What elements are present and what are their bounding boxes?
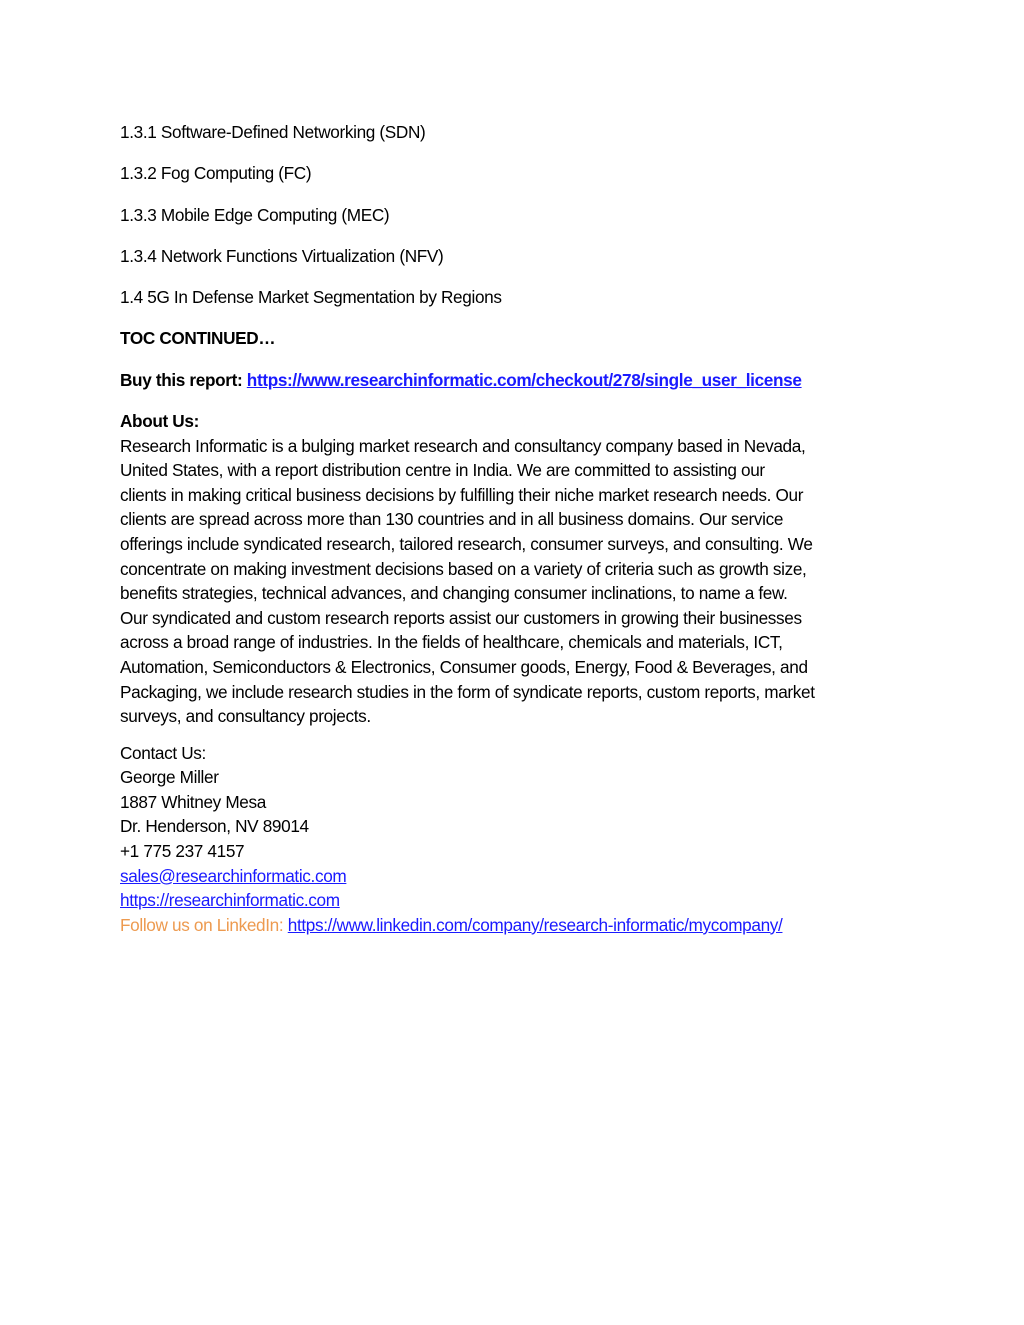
toc-item: 1.4 5G In Defense Market Segmentation by Regions [120,287,502,308]
buy-report-line [120,368,910,409]
contact-phone: +1 775 237 4157 [120,841,245,862]
about-line: surveys, and consultancy projects. [120,706,371,727]
contact-name: George Miller [120,767,219,788]
about-line: across a broad range of industries. In the fields of healthcare, chemicals and materials, ICT, [120,632,783,653]
about-line: offerings include syndicated research, tailored research, consumer surveys, and consulting. We [120,533,813,554]
document-page [120,120,910,937]
about-us-heading: About Us: [120,411,199,432]
toc-item: 1.3.4 Network Functions Virtualization (NFV) [120,245,444,266]
about-line: United States, with a report distribution centre in India. We are committed to assisting our [120,460,765,481]
about-line: concentrate on making investment decisions based on a variety of criteria such as growth size, [120,558,807,579]
about-line: Research Informatic is a bulging market research and consultancy company based in Nevada, [120,435,806,456]
toc-list [120,120,910,368]
toc-item: 1.3.3 Mobile Edge Computing (MEC) [120,204,390,225]
about-line: Packaging, we include research studies in the form of syndicate reports, custom reports, market [120,681,815,702]
contact-email-link[interactable]: sales@researchinformatic.com [120,865,347,886]
contact-address-line2: Dr. Henderson, NV 89014 [120,816,309,837]
about-line: Our syndicated and custom research reports assist our customers in growing their businesses [120,607,802,628]
about-line: benefits strategies, technical advances, and changing consumer inclinations, to name a few. [120,583,788,604]
linkedin-link[interactable]: https://www.linkedin.com/company/research-informatic/mycompany/ [287,914,783,935]
linkedin-label: Follow us on LinkedIn: [120,914,288,935]
toc-item: 1.3.2 Fog Computing (FC) [120,163,312,184]
contact-address-line1: 1887 Whitney Mesa [120,791,266,812]
contact-heading: Contact Us: [120,742,206,763]
buy-report-link[interactable]: https://www.researchinformatic.com/checkout/278/single_user_license [246,369,802,390]
about-us-paragraph [120,434,910,729]
toc-item: 1.3.1 Software-Defined Networking (SDN) [120,122,426,142]
about-line: Automation, Semiconductors & Electronics, Consumer goods, Energy, Food & Beverages, and [120,656,808,677]
about-line: clients in making critical business decisions by fulfilling their niche market research needs. Our [120,484,804,505]
about-line: clients are spread across more than 130 countries and in all business domains. Our service [120,509,784,530]
contact-block [120,741,910,938]
contact-website-link[interactable]: https://researchinformatic.com [120,890,340,911]
toc-continued: TOC CONTINUED… [120,328,276,349]
buy-report-label: Buy this report: [120,369,247,390]
linkedin-line [120,913,910,938]
